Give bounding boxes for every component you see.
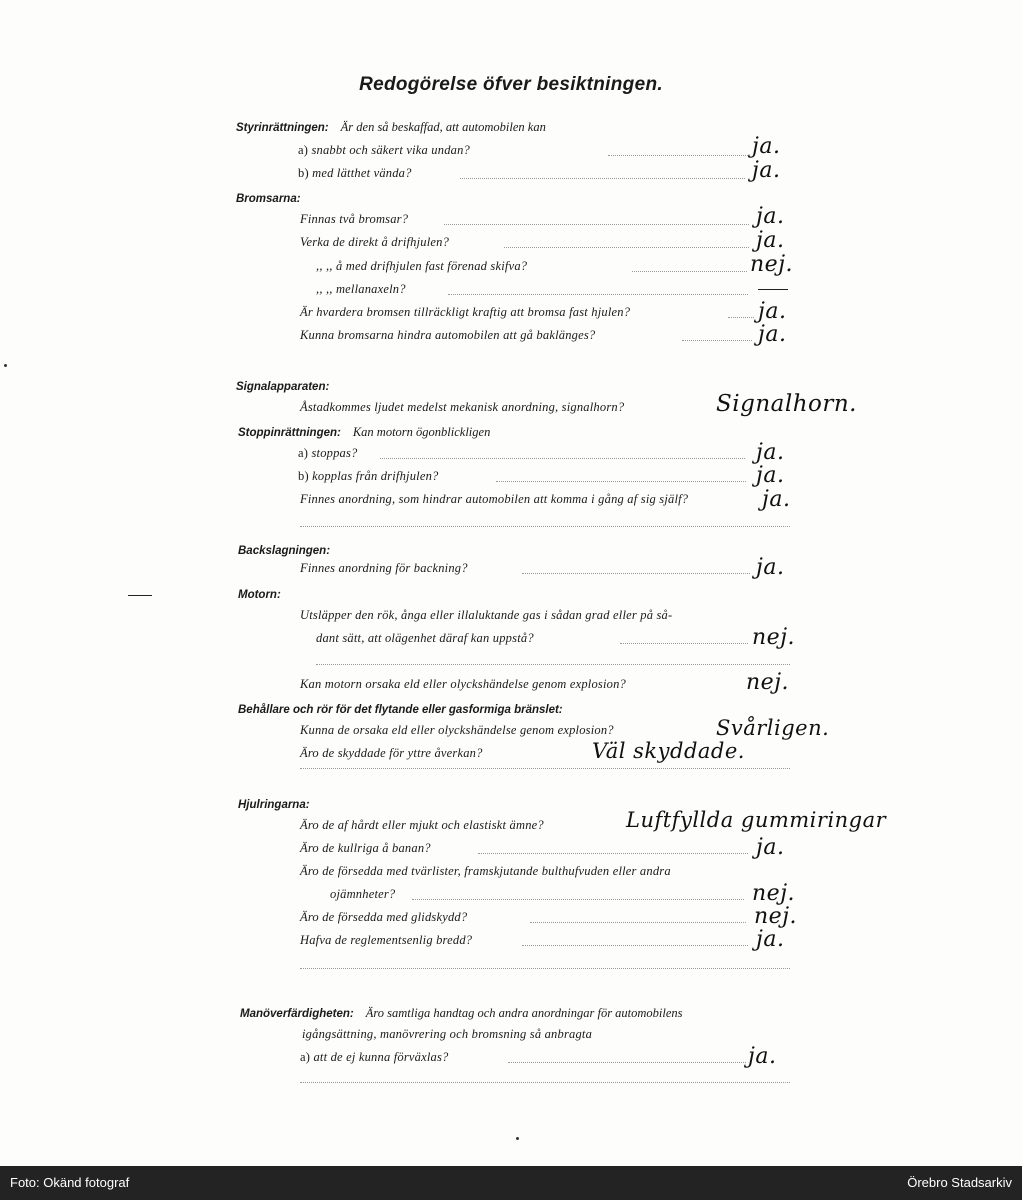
section-stoppinrattningen	[238, 423, 490, 443]
question-row	[298, 166, 412, 186]
question-text: ,, ,, å med drifhjulen fast förenad skifva?	[316, 259, 528, 273]
question-row	[300, 933, 472, 953]
question-row	[302, 1027, 592, 1047]
section-label: Bromsarna:	[236, 193, 301, 205]
dotted-leader	[316, 664, 790, 665]
question-text: stoppas?	[311, 446, 358, 460]
handwritten-answer: ja.	[756, 555, 785, 580]
question-text: Åstadkommes ljudet medelst mekanisk anordning, signalhorn?	[300, 400, 625, 414]
dotted-leader	[608, 155, 748, 156]
dotted-leader	[380, 458, 745, 459]
question-row	[300, 746, 483, 766]
dotted-leader	[522, 945, 748, 946]
question-row	[300, 328, 595, 348]
question-row	[300, 677, 626, 697]
dotted-leader	[620, 643, 748, 644]
question-text: snabbt och säkert vika undan?	[311, 143, 471, 157]
question-text: dant sätt, att olägenhet däraf kan uppstå?	[316, 631, 534, 645]
handwritten-answer: ja.	[756, 835, 785, 860]
section-bromsarna	[236, 189, 301, 209]
question-text: Kan motorn orsaka eld eller olyckshändelse genom explosion?	[300, 677, 626, 691]
section-label: Signalapparaten:	[236, 381, 330, 393]
question-text: igångsättning, manövrering och bromsning så anbragta	[302, 1027, 593, 1041]
question-row	[300, 723, 614, 743]
section-label: Backslagningen:	[238, 545, 331, 557]
question-row	[316, 259, 527, 279]
question-text: ,, ,, mellanaxeln?	[316, 282, 406, 296]
question-text: Är hvardera bromsen tillräckligt kraftig att bromsa fast hjulen?	[300, 305, 631, 319]
dotted-leader	[682, 340, 752, 341]
question-row	[300, 818, 544, 838]
handwritten-answer: nej.	[752, 881, 796, 906]
photographer-credit: Foto: Okänd fotograf	[10, 1175, 130, 1190]
question-text: Finnas två bromsar?	[300, 212, 409, 226]
handwritten-answer: ja.	[756, 927, 785, 952]
dotted-leader	[300, 768, 790, 769]
photo-credit-bar	[0, 1166, 1022, 1200]
dotted-leader	[728, 317, 754, 318]
question-row	[316, 282, 406, 302]
handwritten-answer: ja.	[752, 134, 781, 159]
question-text: Utsläpper den rök, ånga eller illaluktande gas i sådan grad eller på så-	[300, 608, 673, 622]
handwritten-answer: ja.	[758, 322, 787, 347]
handwritten-answer: ja.	[756, 440, 785, 465]
section-label: Styrinrättningen:	[236, 122, 329, 134]
question-text: Kunna de orsaka eld eller olyckshändelse genom explosion?	[300, 723, 614, 737]
question-text: ojämnheter?	[330, 887, 396, 901]
section-question: Äro samtliga handtag och andra anordningar för automobilens	[365, 1006, 683, 1020]
question-text: Äro de försedda med glidskydd?	[300, 910, 468, 924]
dotted-leader	[530, 922, 746, 923]
no-answer-dash	[758, 289, 788, 290]
question-row	[300, 400, 624, 420]
question-text: Kunna bromsarna hindra automobilen att gå baklänges?	[300, 328, 596, 342]
question-row	[300, 608, 672, 628]
question-row	[300, 910, 467, 930]
document-title: Redogörelse öfver besiktningen.	[359, 74, 663, 95]
section-label: Manöverfärdigheten:	[240, 1008, 354, 1020]
section-signalapparaten	[236, 377, 329, 397]
question-row	[300, 841, 431, 861]
handwritten-answer: nej.	[750, 252, 794, 277]
handwritten-answer: ja.	[752, 158, 781, 183]
question-text: Verka de direkt å drifhjulen?	[300, 235, 450, 249]
scan-mark	[128, 595, 152, 596]
handwritten-answer: ja.	[748, 1044, 777, 1069]
section-styrinrattningen	[236, 118, 546, 138]
archive-credit: Örebro Stadsarkiv	[907, 1175, 1012, 1190]
section-question: Är den så beskaffad, att automobilen kan	[340, 120, 546, 134]
question-text: med lätthet vända?	[312, 166, 412, 180]
handwritten-answer: nej.	[754, 904, 798, 929]
item-mark: a)	[298, 143, 309, 157]
section-label: Hjulringarna:	[238, 799, 310, 811]
dotted-leader	[300, 526, 790, 527]
dotted-leader	[448, 294, 748, 295]
section-behallare	[238, 700, 563, 720]
question-row	[298, 143, 470, 163]
question-row	[298, 469, 438, 489]
item-mark: b)	[298, 166, 309, 180]
question-text: Finnes anordning för backning?	[300, 561, 468, 575]
dotted-leader	[412, 899, 744, 900]
dotted-leader	[300, 968, 790, 969]
dotted-leader	[504, 247, 749, 248]
section-backslagningen	[238, 541, 330, 561]
dotted-leader	[478, 853, 748, 854]
dotted-leader	[444, 224, 749, 225]
handwritten-answer: Svårligen.	[716, 716, 830, 740]
question-text: att de ej kunna förväxlas?	[313, 1050, 449, 1064]
question-text: Äro de kullriga å banan?	[300, 841, 431, 855]
section-label: Stoppinrättningen:	[238, 427, 341, 439]
question-row	[300, 561, 468, 581]
dotted-leader	[460, 178, 745, 179]
question-row	[300, 492, 688, 512]
handwritten-answer: ja.	[756, 463, 785, 488]
handwritten-answer: Luftfyllda gummiringar	[626, 808, 887, 832]
handwritten-answer: ja.	[758, 299, 787, 324]
question-row	[300, 305, 630, 325]
handwritten-answer: ja.	[756, 228, 785, 253]
question-text: kopplas från drifhjulen?	[312, 469, 439, 483]
section-label: Motorn:	[238, 589, 281, 601]
handwritten-answer: Signalhorn.	[716, 391, 857, 417]
question-text: Finnes anordning, som hindrar automobilen att komma i gång af sig själf?	[300, 492, 689, 506]
question-row	[300, 235, 449, 255]
section-label: Behållare och rör för det flytande eller gasformiga bränslet:	[238, 704, 563, 716]
scan-speck	[516, 1137, 519, 1140]
handwritten-answer: ja.	[756, 204, 785, 229]
scan-speck	[4, 364, 7, 367]
dotted-leader	[632, 271, 747, 272]
dotted-leader	[496, 481, 746, 482]
section-hjulringarna	[238, 795, 310, 815]
dotted-leader	[508, 1062, 746, 1063]
item-mark: a)	[298, 446, 309, 460]
section-motorn	[238, 585, 281, 605]
question-text: Äro de försedda med tvärlister, framskjutande bulthufvuden eller andra	[300, 864, 671, 878]
question-row	[316, 631, 534, 651]
question-row	[330, 887, 395, 907]
question-text: Äro de skyddade för yttre åverkan?	[300, 746, 483, 760]
item-mark: b)	[298, 469, 309, 483]
item-mark: a)	[300, 1050, 311, 1064]
section-manoverfardigheten	[240, 1004, 683, 1024]
question-text: Hafva de reglementsenlig bredd?	[300, 933, 473, 947]
question-text: Äro de af hårdt eller mjukt och elastiskt ämne?	[300, 818, 544, 832]
dotted-leader	[522, 573, 750, 574]
handwritten-answer: nej.	[752, 625, 796, 650]
handwritten-answer: nej.	[746, 670, 790, 695]
question-row	[298, 446, 358, 466]
section-question: Kan motorn ögonblickligen	[352, 425, 491, 439]
question-row	[300, 1050, 449, 1070]
question-row	[300, 864, 671, 884]
dotted-leader	[300, 1082, 790, 1083]
handwritten-answer: ja.	[762, 487, 791, 512]
question-row	[300, 212, 408, 232]
handwritten-answer: Väl skyddade.	[592, 739, 745, 763]
